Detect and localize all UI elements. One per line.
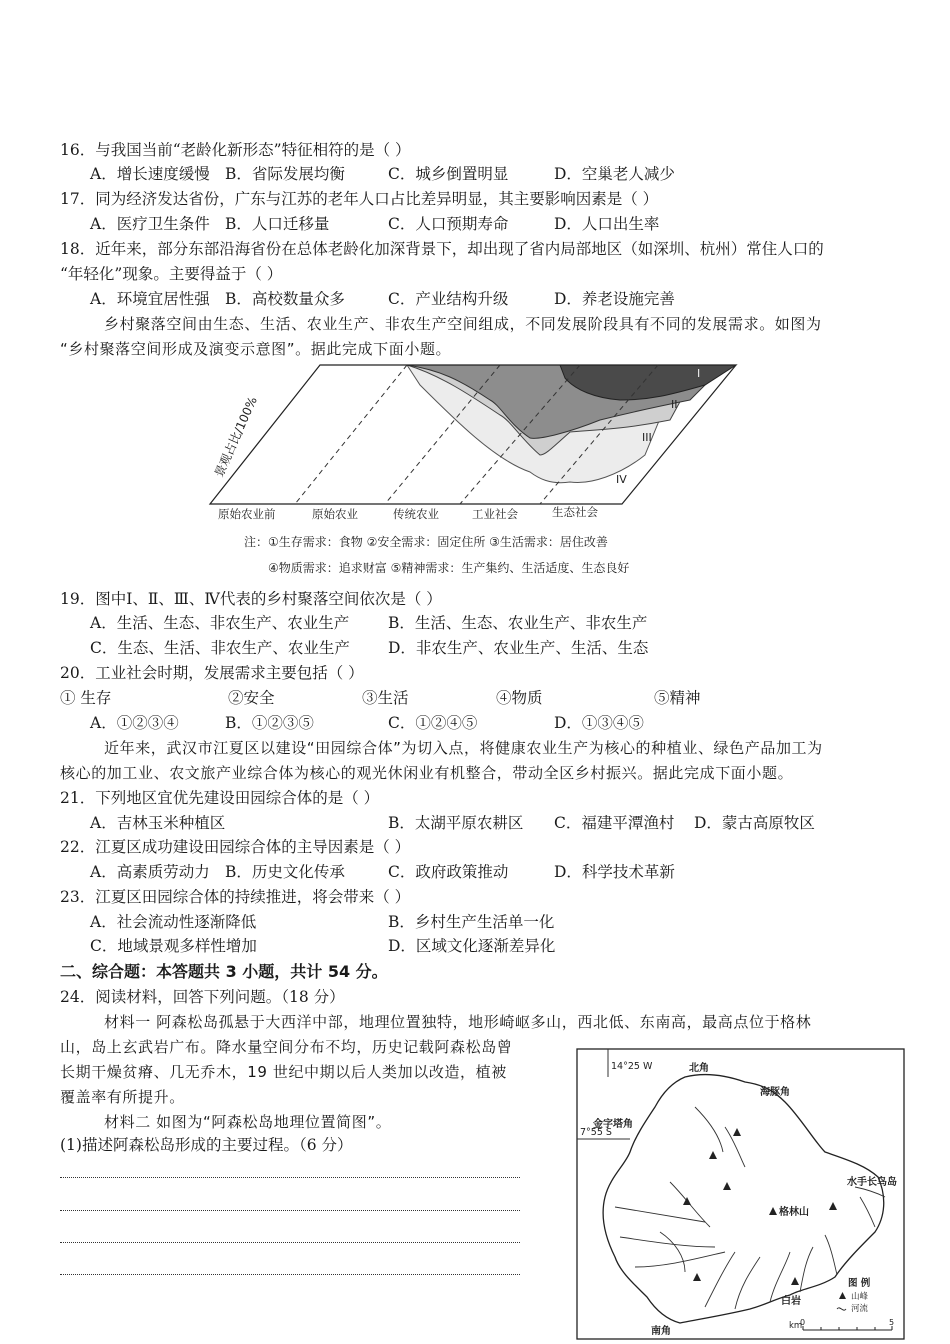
legend-peak-label: 山峰 [851,1292,869,1302]
option-b[interactable]: B．太湖平原农耕区 [388,814,524,832]
option-a[interactable]: A．社会流动性逐渐降低 [90,913,257,931]
material1-line4: 覆盖率有所提升。 [60,1088,185,1106]
q16-stem: 16．与我国当前“老龄化新形态”特征相符的是（ ） [60,141,411,159]
option-c[interactable]: C．①②④⑤ [388,714,478,732]
option-a[interactable]: A．高素质劳动力 [90,863,210,881]
q24-sub1: (1)描述阿森松岛形成的主要过程。（6 分） [60,1136,353,1154]
option-c[interactable]: C．生态、生活、非农生产、农业生产 [90,639,350,657]
option-d[interactable]: D．空巢老人减少 [554,165,675,183]
q18-stem-line2: “年轻化”现象。主要得益于（ ） [60,265,283,283]
scale-zero: 0 [800,1318,806,1327]
material1-line1: 材料一 阿森松岛孤悬于大西洋中部，地理位置独特，地形崎岖多山，西北低、东南高，最高点位于格林 [104,1013,812,1031]
option-b[interactable]: B．省际发展均衡 [225,165,345,183]
latitude-label: 7°55 S [580,1127,612,1138]
option-a[interactable]: A．医疗卫生条件 [90,215,210,233]
item-5: ⑤精神 [654,689,701,707]
region-label-ii: II [671,398,678,411]
item-2: ②安全 [228,689,275,707]
material1-line2: 山，岛上玄武岩广布。降水量空间分布不均，历史记载阿森松岛曾 [60,1038,513,1056]
legend-river-label: 河流 [851,1304,869,1314]
q17-stem: 17．同为经济发达省份，广东与江苏的老年人口占比差异明显，其主要影响因素是（ ） [60,190,659,208]
place-south-point: 南角 [651,1326,671,1337]
stage-label: 生态社会 [552,505,598,519]
option-d[interactable]: D．人口出生率 [554,215,660,233]
material2: 材料二 如图为“阿森松岛地理位置简图”。 [104,1113,392,1131]
region-label-i: I [697,367,701,380]
place-pyramid-point: 金字塔角 [593,1119,633,1130]
place-white-rock: 白岩 [781,1296,801,1307]
option-c[interactable]: C．福建平潭渔村 [554,814,675,832]
figure-ylabel: 景观占比/100% [211,394,260,480]
option-c[interactable]: C．人口预期寿命 [388,215,509,233]
legend-title: 图 例 [848,1278,871,1289]
option-b[interactable]: B．高校数量众多 [225,290,345,308]
item-4: ④物质 [496,689,543,707]
q21-stem: 21．下列地区宜优先建设田园综合体的是（ ） [60,789,380,807]
stage-label: 原始农业前 [218,507,276,521]
option-c[interactable]: C．政府政策推动 [388,863,509,881]
rural-settlement-figure [200,360,745,582]
option-d[interactable]: D．区域文化逐渐差异化 [388,937,556,955]
option-b[interactable]: B．①②③⑤ [225,714,314,732]
option-b[interactable]: B．生活、生态、农业生产、非农生产 [388,614,648,632]
stage-label: 工业社会 [472,507,518,521]
answer-line[interactable] [60,1274,520,1275]
option-d[interactable]: D．科学技术革新 [554,863,675,881]
material1-line3: 长期干燥贫瘠、几无乔木，19 世纪中期以后人类加以改造，植被 [60,1063,507,1081]
q20-stem: 20．工业社会时期，发展需求主要包括（ ） [60,664,364,682]
ascension-map [575,1047,910,1342]
option-a[interactable]: A．增长速度缓慢 [90,165,210,183]
option-b[interactable]: B．历史文化传承 [225,863,345,881]
place-dolphin-point: 海豚角 [760,1087,790,1098]
option-a[interactable]: A．环境宜居性强 [90,290,210,308]
stage-label: 原始农业 [312,507,358,521]
q24-stem: 24．阅读材料，回答下列问题。（18 分） [60,988,345,1006]
option-b[interactable]: B．人口迁移量 [225,215,330,233]
option-d[interactable]: D．①③④⑤ [554,714,644,732]
option-d[interactable]: D．蒙古高原牧区 [694,814,815,832]
place-north-point: 北角 [689,1063,709,1074]
place-green-mountain: 格林山 [779,1207,809,1218]
item-1: ① 生存 [60,689,112,707]
item-3: ③生活 [362,689,409,707]
q23-stem: 23．江夏区田园综合体的持续推进，将会带来（ ） [60,888,411,906]
option-a[interactable]: A．吉林玉米种植区 [90,814,226,832]
rural-intro-line1: 乡村聚落空间由生态、生活、农业生产、非农生产空间组成，不同发展阶段具有不同的发展需求。如图为 [104,315,822,333]
rural-intro-line2: “乡村聚落空间形成及演变示意图”。据此完成下面小题。 [60,340,452,358]
option-b[interactable]: B．乡村生产生活单一化 [388,913,555,931]
option-c[interactable]: C．城乡倒置明显 [388,165,509,183]
q19-stem: 19．图中Ⅰ、Ⅱ、Ⅲ、Ⅳ代表的乡村聚落空间依次是（ ） [60,590,442,608]
figure-note-line1: 注：①生存需求：食物 ②安全需求：固定住所 ③生活需求：居住改善 [244,535,608,549]
region-label-iv: IV [616,473,627,486]
q22-stem: 22．江夏区成功建设田园综合体的主导因素是（ ） [60,838,411,856]
section2-title: 二、综合题：本答题共 3 小题，共计 54 分。 [60,962,388,981]
wuhan-intro-line2: 核心的加工业、农文旅产业综合体为核心的观光休闲业有机整合，带动全区乡村振兴。据此完成下面小题。 [60,764,794,782]
option-c[interactable]: C．产业结构升级 [388,290,509,308]
figure-note-line2: ④物质需求：追求财富 ⑤精神需求：生产集约、生活适度、生态良好 [268,561,630,575]
scale-max: 5 [889,1318,895,1327]
scale-unit: km [789,1321,803,1331]
option-a[interactable]: A．生活、生态、非农生产、农业生产 [90,614,350,632]
wuhan-intro-line1: 近年来，武汉市江夏区以建设“田园综合体”为切入点，将健康农业生产为核心的种植业、绿色产品加工为 [104,739,823,757]
option-c[interactable]: C．地域景观多样性增加 [90,937,257,955]
region-label-iii: III [642,431,652,444]
option-d[interactable]: D．养老设施完善 [554,290,675,308]
option-d[interactable]: D．非农生产、农业生产、生活、生态 [388,639,649,657]
q18-stem-line1: 18．近年来，部分东部沿海省份在总体老龄化加深背景下，却出现了省内局部地区（如深圳、杭州）常住人口的 [60,240,824,258]
option-a[interactable]: A．①②③④ [90,714,179,732]
stage-label: 传统农业 [393,507,439,521]
answer-line[interactable] [60,1177,520,1178]
longitude-label: 14°25 W [611,1061,653,1072]
answer-line[interactable] [60,1242,520,1243]
answer-line[interactable] [60,1210,520,1211]
place-boatswain-bird-island: 水手长鸟岛 [847,1177,897,1188]
